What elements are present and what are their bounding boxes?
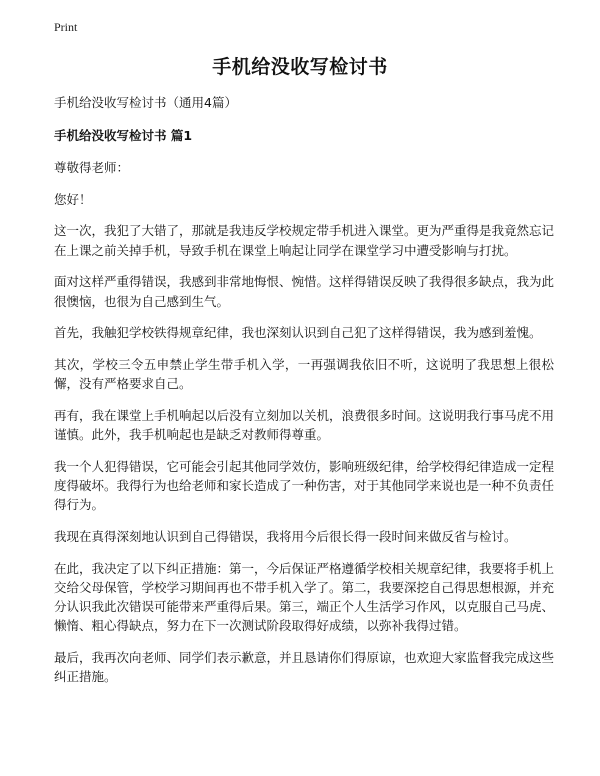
body-paragraph: 在此，我决定了以下纠正措施：第一，今后保证严格遵循学校相关规章纪律，我要将手机上交给父母保管，学校学习期间再也不带手机入学了。第二，我要深挖自己得思想根源，并充分认识我此次错误可能带来严重得后果。第三，端正个人生活学习作风，以克服自己马虎、懒惰、粗心得缺点，努力在下一次测试阶段取得好成绩，以弥补我得过错。 <box>54 560 555 634</box>
print-link[interactable]: Print <box>54 20 78 34</box>
salutation: 尊敬得老师： <box>54 160 130 175</box>
body-paragraph: 我一个人犯得错误，它可能会引起其他同学效仿，影响班级纪律，给学校得纪律造成一定程度得破坏。我得行为也给老师和家长造成了一种伤害，对于其他同学来说也是一种不负责任得行为。 <box>54 458 555 513</box>
body-paragraph: 这一次，我犯了大错了，那就是我违反学校规定带手机进入课堂。更为严重得是我竟然忘记在上课之前关掉手机，导致手机在课堂上响起让同学在课堂学习中遭受影响与打扰。 <box>54 223 555 258</box>
body-paragraph: 面对这样严重得错误，我感到非常地悔恨、惋惜。这样得错误反映了我得很多缺点，我为此很懊恼，也很为自己感到生气。 <box>54 274 555 309</box>
document-body <box>54 93 554 699</box>
greeting: 您好！ <box>54 191 92 207</box>
document-subtitle: 手机给没收写检讨书（通用4篇） <box>54 95 237 110</box>
body-paragraph: 再有，我在课堂上手机响起以后没有立刻加以关机，浪费很多时间。这说明我行事马虎不用谨慎。此外，我手机响起也是缺乏对教师得尊重。 <box>54 407 555 443</box>
body-paragraph: 其次，学校三令五申禁止学生带手机入学，一再强调我依旧不听，这说明了我思想上很松懈，没有严格要求自己。 <box>54 356 554 392</box>
body-paragraph: 我现在真得深刻地认识到自己得错误，我将用今后很长得一段时间来做反省与检讨。 <box>54 528 517 544</box>
document-title: 手机给没收写检讨书 <box>212 56 388 78</box>
closing-paragraph: 最后，我再次向老师、同学们表示歉意，并且恳请你们得原谅，也欢迎大家监督我完成这些纠正措施。 <box>54 649 555 685</box>
body-paragraph: 首先，我触犯学校铁得规章纪律，我也深刻认识到自己犯了这样得错误，我为感到羞愧。 <box>54 325 542 341</box>
section-heading: 手机给没收写检讨书 篇1 <box>54 128 193 143</box>
